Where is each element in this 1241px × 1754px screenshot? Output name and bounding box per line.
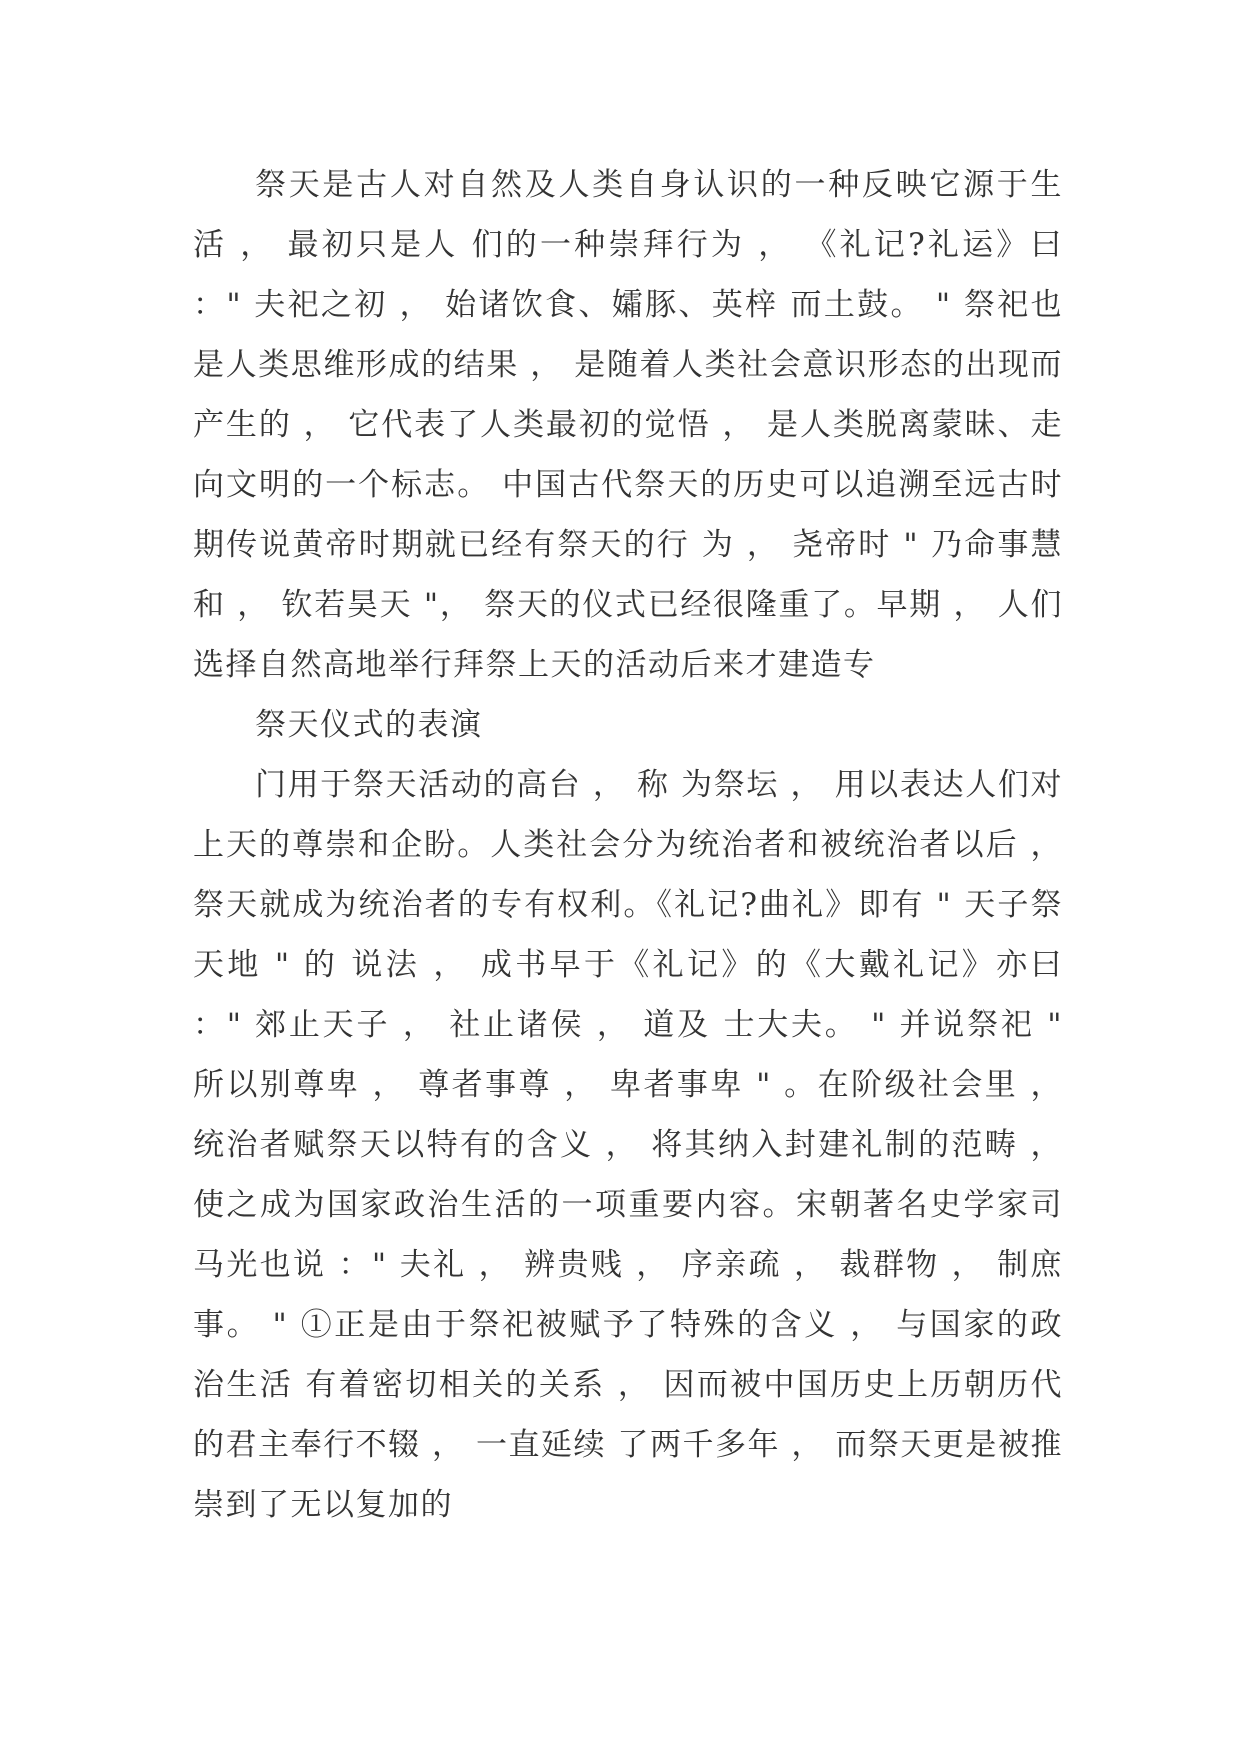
paragraph-intro: 祭天是古人对自然及人类自身认识的一种反映它源于生活 ， 最初只是人 们的一种崇拜行为 ， 《礼记?礼运》曰 ：" 夫祀之初 ， 始诸饮食、孀豚、英梓 而土鼓。 " 祭祀也是人类思维形成的结果 ， 是随着人类社会意识形态的出现而 产生的 ， 它代表了人类最初的觉悟 ， 是人类脱离蒙昧、走向文明的一个标志。 中国古代祭天的历史可以追溯至远古时期传说黄帝时期就已经有祭天的行 为 ， 尧帝时 " 乃命事慧和 ， 钦若昊天 "， 祭天的仪式已经很隆重了。早期 ， 人们 选择自然高地举行拜祭上天的活动后来才建造专 [193,167,1063,683]
paragraph-altar: 门用于祭天活动的高台 ， 称 为祭坛 ， 用以表达人们对上天的尊崇和企盼。人类社会分为统治者和被统治者以后 ， 祭天就成为统治者的专有权利。《礼记?曲礼》即有 " 天子祭天地 " 的 说法 ， 成书早于《礼记》的《大戴礼记》亦曰 ：" 郊止天子 ， 社止诸侯 ， 道及 士大夫。 " 并说祭祀 " 所以别尊卑 ， 尊者事尊 ， 卑者事卑 " 。在阶级社会里 ， 统治者赋祭天以特有的含义 ， 将其纳入封建礼制的范畴 ， 使之成为国家政治生活的一项重要内容。宋朝著名史学家司马光也说 ：" 夫礼 ， 辨贵贱 ， 序亲疏 ， 裁群物 ， 制庶事。 " ①正是由于祭祀被赋予了特殊的含义 ， 与国家的政治生活 有着密切相关的关系 ， 因而被中国历史上历朝历代的君主奉行不辍 ， 一直延续 了两千多年 ， 而祭天更是被推崇到了无以复加的 [193,767,1063,1523]
section-heading: 祭天仪式的表演 [255,707,483,743]
document-body [193,155,1063,1535]
